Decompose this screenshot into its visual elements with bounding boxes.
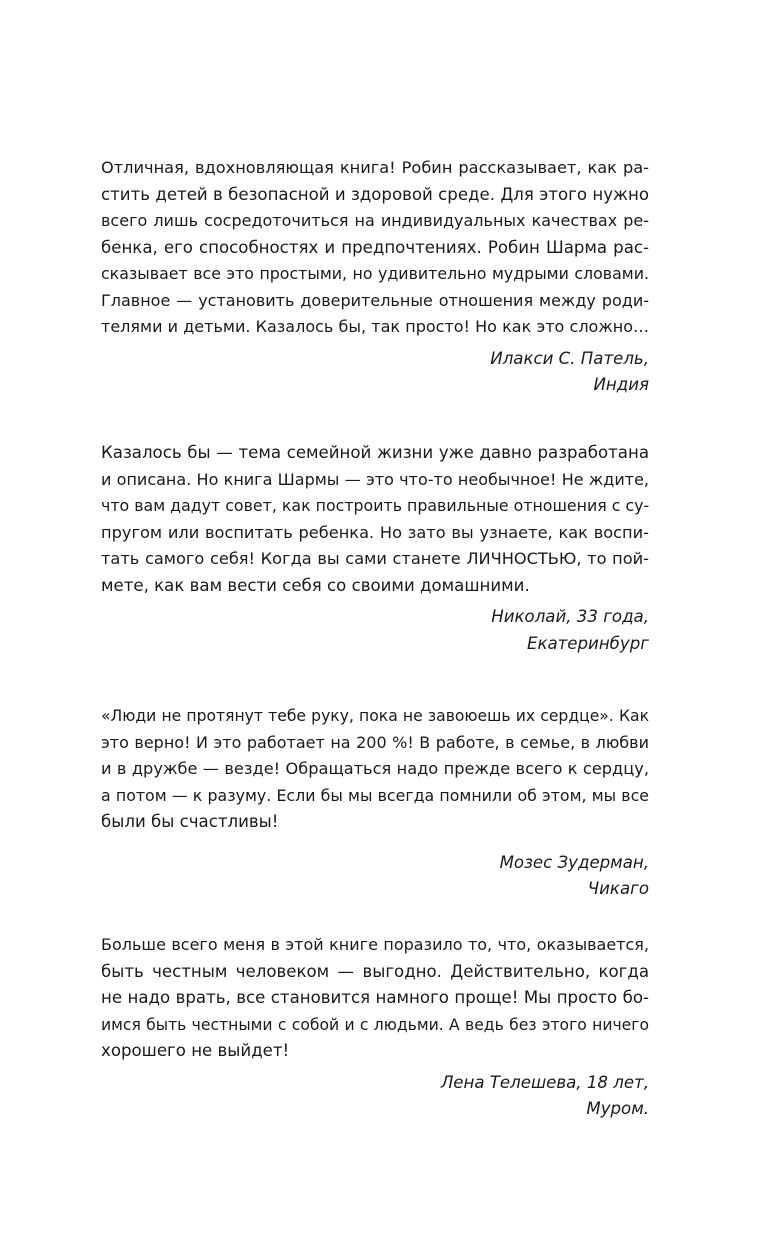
review-line: Отличная, вдохновляющая книга! Робин рассказывает, как ра- [101, 158, 649, 177]
review-place: Екатеринбург [526, 633, 649, 653]
review-line: хорошего не выйдет! [101, 1041, 290, 1060]
review-line: быть честным человеком — выгодно. Действительно, когда [101, 961, 649, 981]
review-line: тать самого себя! Когда вы сами станете ЛИЧНОСТЬЮ, то пой- [101, 549, 649, 568]
review-place: Индия [593, 375, 649, 394]
review-place: Чикаго [587, 879, 649, 898]
review-line: это верно! И это работает на 200 %! В работе, в семье, в любви [101, 732, 649, 752]
review-line: бенка, его способностях и предпочтениях. Робин Шарма рас- [101, 237, 649, 257]
review-author: Николай, 33 года, [491, 607, 649, 626]
review-1 [101, 155, 649, 399]
review-4 [101, 932, 649, 1123]
review-line: «Люди не протянут тебе руку, пока не завоюешь их сердце». Как [101, 707, 649, 725]
review-line: Казалось бы — тема семейной жизни уже давно разработана [101, 443, 649, 462]
review-line: и в дружбе — везде! Обращаться надо прежде всего к сердцу, [101, 759, 649, 778]
review-line: стить детей в безопасной и здоровой среде. Для этого нужно [101, 184, 649, 204]
review-line: всего лишь сосредоточиться на индивидуальных качествах ре- [101, 211, 649, 230]
review-2 [101, 440, 649, 657]
review-line: пругом или воспитать ребенка. Но зато вы узнаете, как воспи- [101, 522, 649, 542]
review-line: не надо врать, все становится намного проще! Мы просто бо- [101, 988, 649, 1007]
review-line: что вам дадут совет, как построить правильные отношения с су- [101, 496, 650, 515]
review-line: а потом — к разуму. Если бы мы всегда помнили об этом, мы все [101, 785, 649, 805]
review-3 [101, 703, 649, 903]
review-author: Мозес Зудерман, [499, 852, 649, 872]
review-line: и описана. Но книга Шармы — это что-то необычное! Не ждите, [101, 469, 649, 489]
review-line: имся быть честными с собой и с людьми. А ведь без этого ничего [101, 1015, 649, 1034]
review-attribution [101, 850, 649, 903]
review-attribution [101, 604, 649, 657]
review-attribution [101, 346, 649, 399]
review-place: Муром. [586, 1099, 649, 1118]
review-author: Илакси С. Патель, [490, 348, 649, 368]
review-attribution [101, 1070, 649, 1123]
review-line: Больше всего меня в этой книге поразило то, что, оказывается, [101, 935, 649, 954]
review-author: Лена Телешева, 18 лет, [440, 1072, 649, 1092]
review-line: были бы счастливы! [101, 812, 279, 831]
review-line: мете, как вам вести себя со своими домашними. [101, 575, 530, 595]
review-line: телями и детьми. Казалось бы, так просто! Но как это сложно… [101, 317, 649, 336]
review-line: сказывает все это простыми, но удивительно мудрыми словами. [101, 264, 649, 283]
review-line: Главное — установить доверительные отношения между роди- [101, 290, 649, 310]
